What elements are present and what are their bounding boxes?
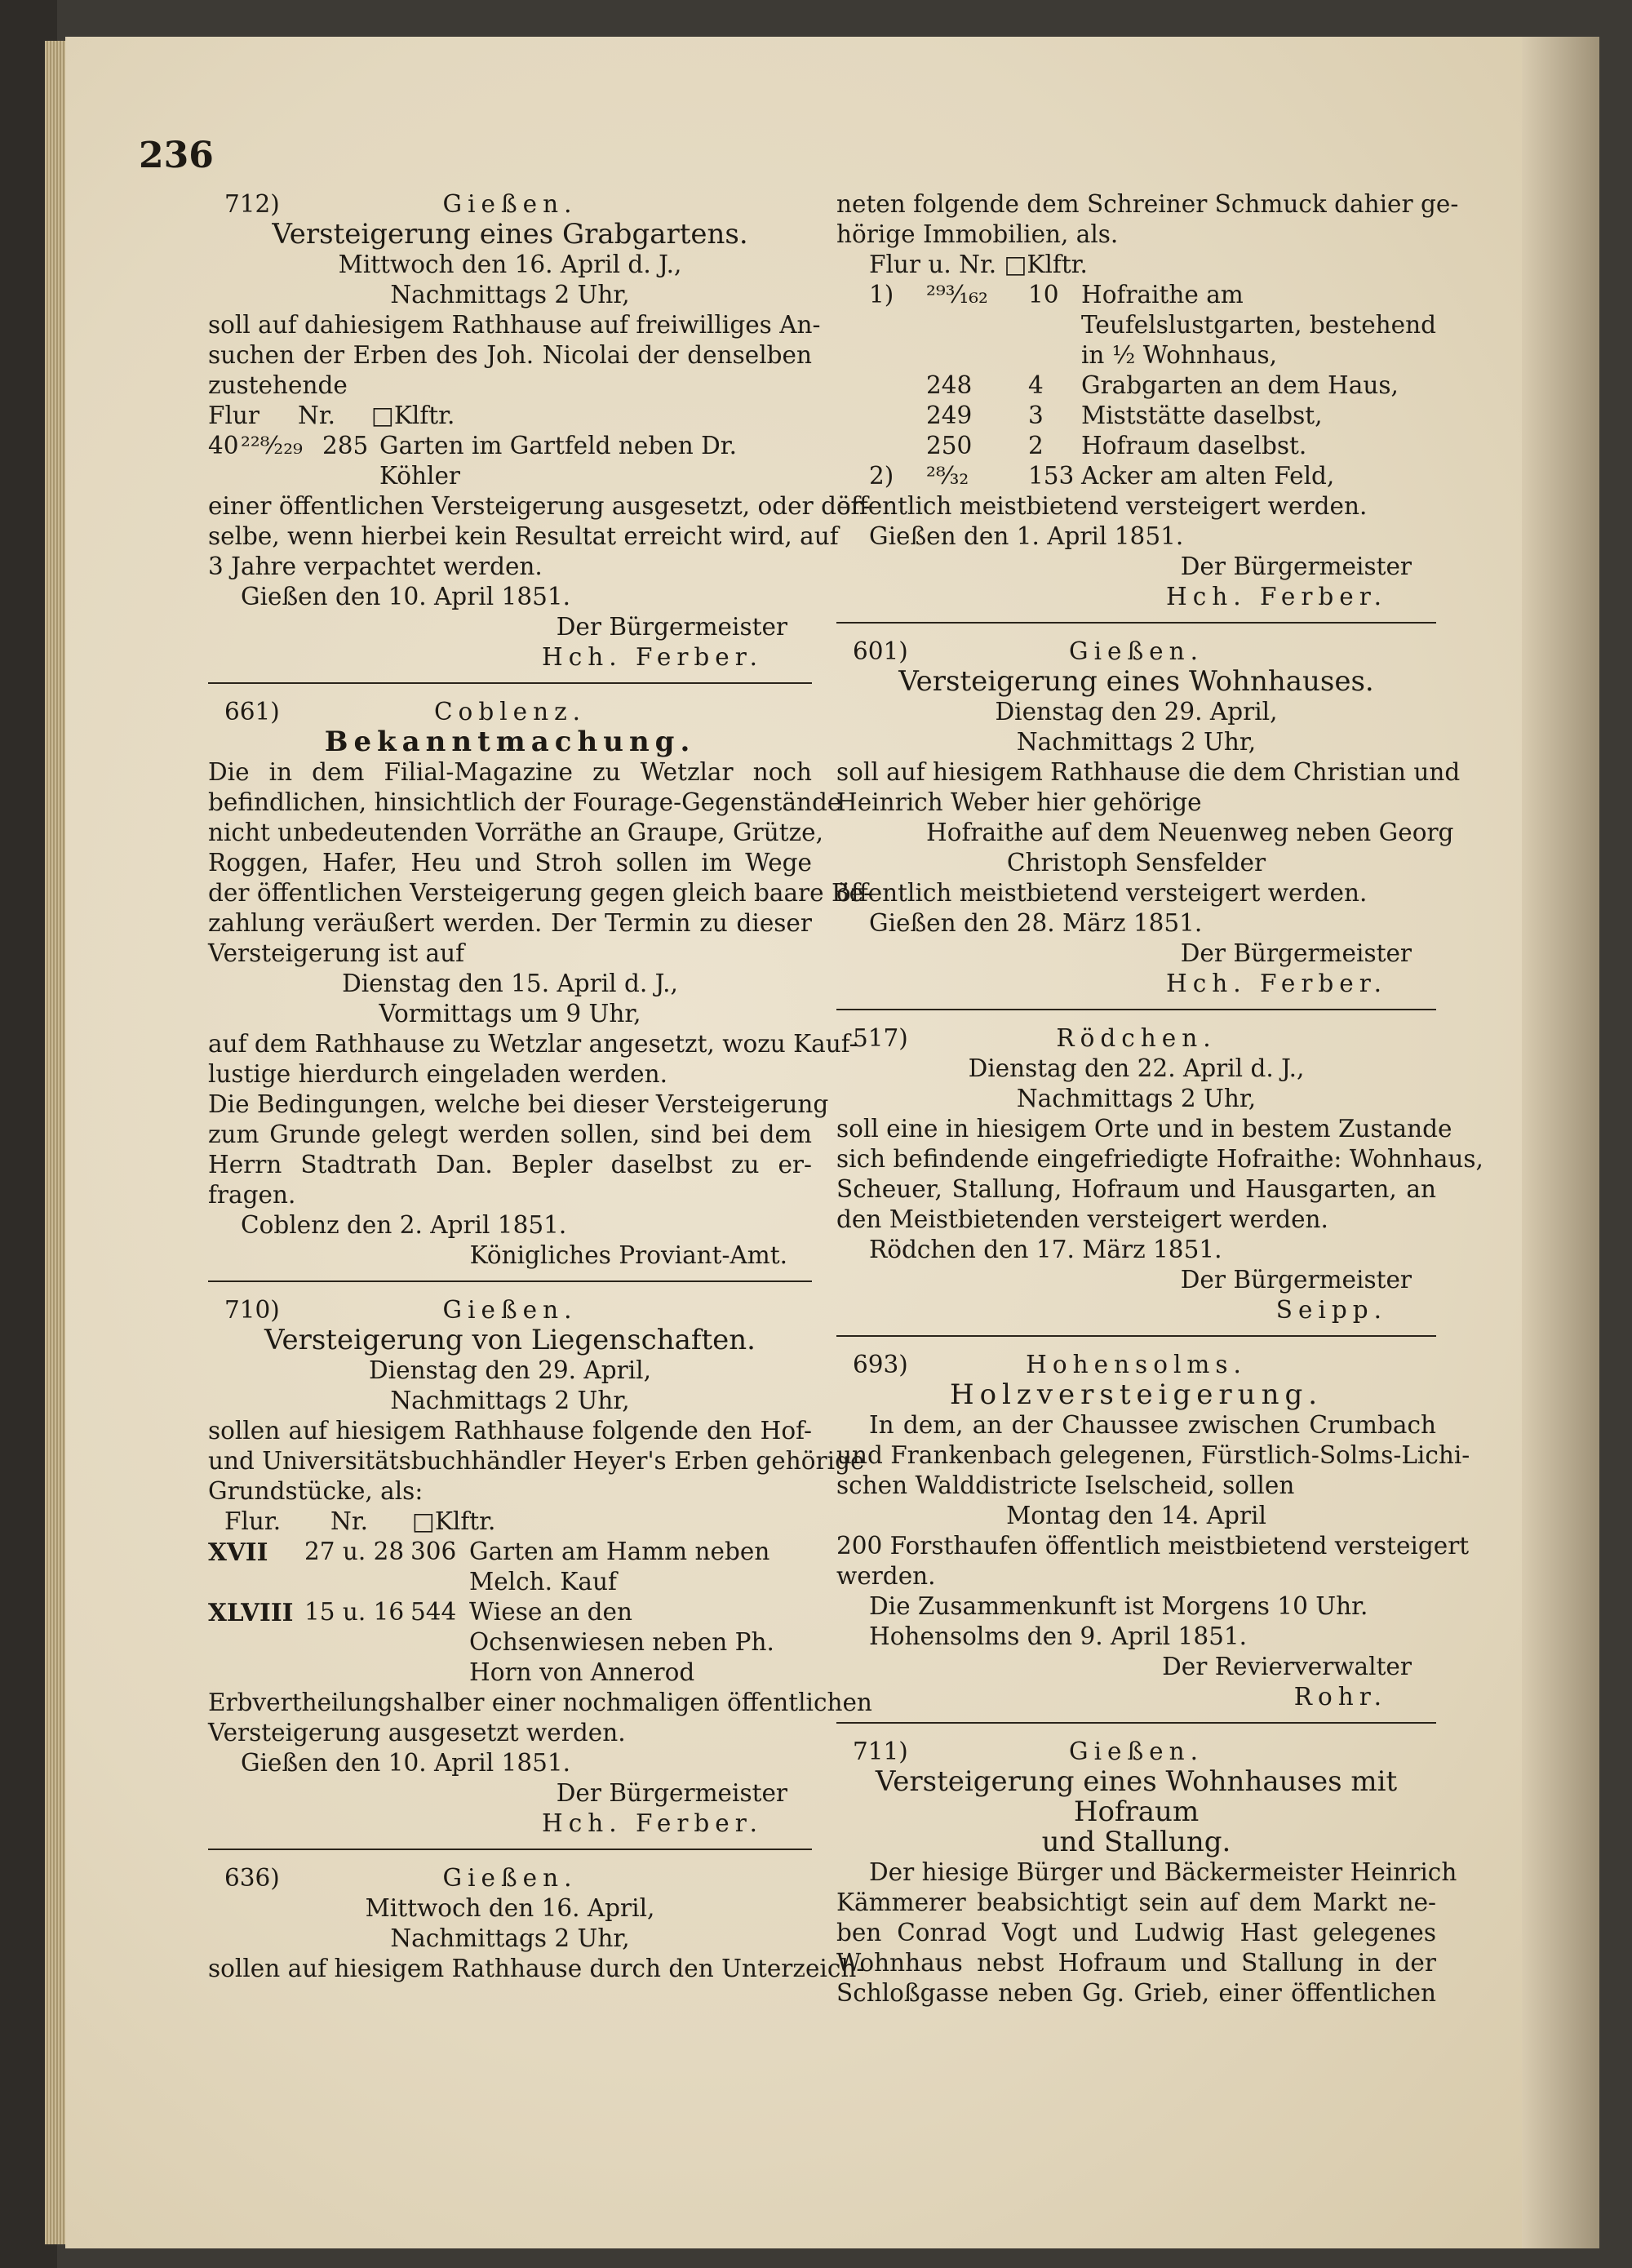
cell-description: Garten am Hamm neben Melch. Kauf [469,1538,770,1596]
notice-text: und Frankenbach gelegenen, Fürstlich-Solms-Lichi- [836,1441,1470,1469]
notice-number: 636) [224,1864,280,1892]
cell-description: Acker am alten Feld, [1081,462,1335,490]
notice-dateline: Coblenz den 2. April 1851. [241,1211,567,1239]
notice-693 [836,1350,1470,1712]
notice-text: 200 Forsthaufen öffentlich meistbietend versteigert [836,1532,1470,1560]
notice-text: öffentlich meistbietend versteigert werden. [836,879,1368,907]
table-row [836,461,1436,491]
notice-text: Versteigerung ausgesetzt werden. [208,1719,626,1746]
notice-text: sollen auf hiesigem Rathhause durch den Unterzeich- [208,1955,865,1982]
parcel-table [208,1507,812,1537]
cell-flur: XLVIII [208,1598,294,1627]
notice-text: Grundstücke, als: [208,1477,424,1505]
notice-place: Gießen. [1069,1738,1204,1765]
notice-711 [836,1737,1457,2008]
signature-title: Der Bürgermeister [556,1779,787,1807]
table-row [836,371,1436,401]
notice-place: Gießen. [442,1296,578,1324]
notice-title: Bekanntmachung. [324,726,696,758]
table-row [836,401,1436,431]
notice-dateline: Rödchen den 17. März 1851. [869,1236,1222,1263]
notice-661 [208,697,872,1271]
notice-date: Dienstag den 29. April, [369,1356,651,1384]
notice-text: ben Conrad Vogt und Ludwig Hast gelegenes [836,1919,1436,1946]
notice-text: der öffentlichen Versteigerung gegen gleich baare Be- [208,879,872,907]
notice-number: 712) [224,190,280,218]
cell-klftr: 285 [322,432,369,459]
notice-text: Roggen, Hafer, Heu und Stroh sollen im Wege [208,849,812,877]
notice-636-continued [836,189,1459,612]
notice-text: schen Walddistricte Iselscheid, sollen [836,1471,1295,1499]
left-column [208,189,872,1984]
notice-time: Nachmittags 2 Uhr, [1016,1085,1257,1112]
notice-text: Heinrich Weber hier gehörige [836,788,1202,816]
cell-klftr: 544 [410,1598,457,1626]
cell-label: 1) [869,281,894,308]
divider [836,1009,1436,1010]
signature-name: Hch. Ferber. [1166,970,1387,997]
notice-number: 517) [853,1024,908,1052]
notice-header [208,697,812,727]
notice-header [208,1863,812,1893]
cell-label: 2) [869,462,894,490]
cell-nr: ²⁸⁄₃₂ [926,462,969,490]
signature-name: Königliches Proviant-Amt. [469,1241,787,1269]
notice-text: soll eine in hiesigem Orte und in bestem Zustande [836,1115,1452,1143]
divider [208,682,812,684]
notice-header [836,1350,1436,1380]
table-row [836,431,1436,461]
notice-dateline: Gießen den 10. April 1851. [241,1749,570,1777]
divider [208,1280,812,1282]
cell-label [836,401,926,431]
notice-title: Holzversteigerung. [949,1378,1324,1411]
cell-flur: 40 [208,432,239,459]
notice-place: Rödchen. [1056,1024,1217,1052]
notice-dateline: Gießen den 10. April 1851. [241,583,570,610]
column-header-nr: Nr. [298,402,336,429]
notice-place: Gießen. [442,1864,578,1892]
notice-place: Gießen. [1069,637,1204,665]
cell-klftr: 4 [1028,371,1044,399]
notice-dateline: Gießen den 28. März 1851. [869,909,1203,937]
notice-time: Nachmittags 2 Uhr, [390,1387,630,1414]
notice-place: Coblenz. [433,698,587,726]
notice-text: Die Bedingungen, welche bei dieser Versteigerung [208,1090,829,1118]
table-header: Flur u. Nr. □Klftr. [869,251,1088,278]
notice-header [836,1737,1436,1767]
cell-flur: XVII [208,1538,268,1566]
notice-710 [208,1295,872,1839]
notice-date: Dienstag den 29. April, [995,698,1278,726]
cell-nr: ²²⁸⁄₂₂₉ [241,432,303,459]
notice-text: fragen. [208,1181,296,1209]
notice-text: selbe, wenn hierbei kein Resultat erreicht wird, auf [208,522,839,550]
signature-name: Seipp. [1275,1296,1387,1324]
notice-text: Der hiesige Bürger und Bäckermeister Heinrich [869,1858,1457,1886]
cell-nr: 248 [926,371,973,399]
notice-text: sollen auf hiesigem Rathhause folgende den Hof- [208,1417,812,1445]
column-header-nr: Nr. [330,1507,369,1535]
notice-title: Versteigerung eines Wohnhauses mit Hofraum [875,1765,1398,1828]
table-row [208,1537,812,1597]
notice-date: Dienstag den 15. April d. J., [342,970,678,997]
divider [836,622,1436,624]
notice-date: Mittwoch den 16. April d. J., [338,251,682,278]
notice-text: auf dem Rathhause zu Wetzlar angesetzt, wozu Kauf- [208,1030,858,1058]
notice-712 [208,189,871,672]
notice-time: Nachmittags 2 Uhr, [390,281,630,308]
divider [836,1335,1436,1337]
page-number: 236 [139,135,214,176]
notice-text: zum Grunde gelegt werden sollen, sind bei dem [208,1121,812,1148]
notice-text: In dem, an der Chaussee zwischen Crumbach [869,1411,1436,1439]
cell-description: Wiese an den Ochsenwiesen neben Ph. Horn von Annerod [469,1598,774,1686]
cell-nr: ²⁹³⁄₁₆₂ [926,281,988,308]
notice-text: 3 Jahre verpachtet werden. [208,553,543,580]
notice-text: soll auf hiesigem Rathhause die dem Christian und [836,758,1461,786]
notice-dateline: Hohensolms den 9. April 1851. [869,1622,1247,1650]
parcel-table [208,1537,812,1688]
cell-klftr: 306 [410,1538,457,1565]
notice-number: 601) [853,637,908,665]
notice-header [208,189,812,220]
notice-text: hörige Immobilien, als. [836,220,1119,248]
notice-text: lustige hierdurch eingeladen werden. [208,1060,667,1088]
cell-nr: 249 [926,402,973,429]
notice-title: Versteigerung von Liegenschaften. [264,1324,756,1356]
notice-text: werden. [836,1562,936,1590]
cell-label [836,371,926,401]
cell-description: Garten im Gartfeld neben Dr. Köhler [379,432,737,490]
notice-text: Die in dem Filial-Magazine zu Wetzlar noch [208,758,812,786]
column-header-flur: Flur [208,402,260,429]
notice-number: 693) [853,1351,908,1378]
notice-title: Versteigerung eines Grabgartens. [272,218,748,251]
notice-header [836,637,1436,667]
notice-text: und Universitätsbuchhändler Heyer's Erben gehörige [208,1447,865,1475]
notice-dateline: Gießen den 1. April 1851. [869,522,1184,550]
parcel-table [208,431,812,491]
notice-text: neten folgende dem Schreiner Schmuck dahier ge- [836,190,1459,218]
notice-text: öffentlich meistbietend versteigert werden. [836,492,1368,520]
notice-title: Versteigerung eines Wohnhauses. [898,665,1374,698]
column-header-klftr: □Klftr. [371,402,455,429]
notice-time: Nachmittags 2 Uhr, [1016,728,1257,756]
notice-number: 710) [224,1296,280,1324]
notice-header [836,1023,1436,1054]
notice-text: Kämmerer beabsichtigt sein auf dem Markt ne- [836,1889,1436,1916]
notice-place: Gießen. [442,190,578,218]
cell-klftr: 10 [1028,281,1059,308]
book-spine-shadow [1522,37,1599,2248]
table-row [208,1597,812,1688]
cell-klftr: 153 [1028,462,1075,490]
notice-601 [836,637,1461,999]
parcel-table [208,401,812,431]
notice-text: befindlichen, hinsichtlich der Fourage-Gegenstände [208,788,842,816]
signature-title: Der Revierverwalter [1162,1653,1412,1680]
notice-text: den Meistbietenden versteigert werden. [836,1205,1328,1233]
parcel-table [836,280,1436,491]
notice-date: Mittwoch den 16. April, [365,1894,655,1922]
notice-title: und Stallung. [1041,1826,1231,1858]
cell-nr: 27 u. 28 [304,1538,405,1565]
signature-name: Rohr. [1293,1683,1387,1711]
signature-title: Der Bürgermeister [1180,939,1412,967]
notice-date: Dienstag den 22. April d. J., [968,1054,1305,1082]
cell-description: Grabgarten an dem Haus, [1081,371,1399,399]
notice-text: Scheuer, Stallung, Hofraum und Hausgarten, an [836,1175,1436,1203]
notice-text: zustehende [208,371,348,399]
divider [208,1849,812,1850]
signature-title: Der Bürgermeister [556,613,787,641]
table-row [208,431,812,491]
notice-text: Versteigerung ist auf [208,939,465,967]
cell-nr: 15 u. 16 [304,1598,405,1626]
column-header-klftr: □Klftr. [412,1507,496,1535]
column-header-flur: Flur. [224,1507,282,1535]
notice-date: Montag den 14. April [1006,1502,1266,1529]
table-header-row [208,1507,812,1537]
notice-number: 661) [224,698,280,726]
notice-text: Erbvertheilungshalber einer nochmaligen öffentlichen [208,1689,872,1716]
notice-text: Wohnhaus nebst Hofraum und Stallung in der [836,1949,1436,1977]
notice-place: Hohensolms. [1026,1351,1247,1378]
signature-title: Der Bürgermeister [1180,553,1412,580]
cell-klftr: 3 [1028,402,1044,429]
notice-text: Hofraithe auf dem Neuenweg neben Georg [926,819,1454,846]
notice-time: Vormittags um 9 Uhr, [379,1000,641,1027]
table-row [836,280,1436,371]
cell-description: Hofraithe am Teufelslustgarten, bestehend in ½ Wohnhaus, [1081,281,1436,369]
divider [836,1722,1436,1724]
signature-name: Hch. Ferber. [542,643,763,671]
notice-time: Nachmittags 2 Uhr, [390,1924,630,1952]
signature-name: Hch. Ferber. [1166,583,1387,610]
cell-nr: 250 [926,432,973,459]
notice-text: Christoph Sensfelder [1006,849,1266,877]
notice-636 [208,1863,865,1984]
cell-description: Hofraum daselbst. [1081,432,1307,459]
notice-number: 711) [853,1738,908,1765]
notice-517 [836,1023,1483,1325]
signature-title: Der Bürgermeister [1180,1266,1412,1294]
cell-klftr: 2 [1028,432,1044,459]
right-column [836,189,1483,2008]
notice-text: einer öffentlichen Versteigerung ausgesetzt, oder der- [208,492,871,520]
signature-name: Hch. Ferber. [542,1809,763,1837]
notice-text: sich befindende eingefriedigte Hofraithe: Wohnhaus, [836,1145,1483,1173]
cell-label [836,431,926,461]
notice-text: soll auf dahiesigem Rathhause auf freiwilliges An- [208,311,821,339]
notice-text: suchen der Erben des Joh. Nicolai der denselben [208,341,812,369]
notice-header [208,1295,812,1325]
notice-text: Herrn Stadtrath Dan. Bepler daselbst zu er- [208,1151,812,1178]
table-header-row [208,401,812,431]
notice-text: zahlung veräußert werden. Der Termin zu dieser [208,909,812,937]
notice-text: nicht unbedeutenden Vorräthe an Graupe, Grütze, [208,819,823,846]
cell-description: Miststätte daselbst, [1081,402,1323,429]
notice-text: Die Zusammenkunft ist Morgens 10 Uhr. [869,1592,1368,1620]
notice-text: Schloßgasse neben Gg. Grieb, einer öffentlichen [836,1979,1436,2007]
